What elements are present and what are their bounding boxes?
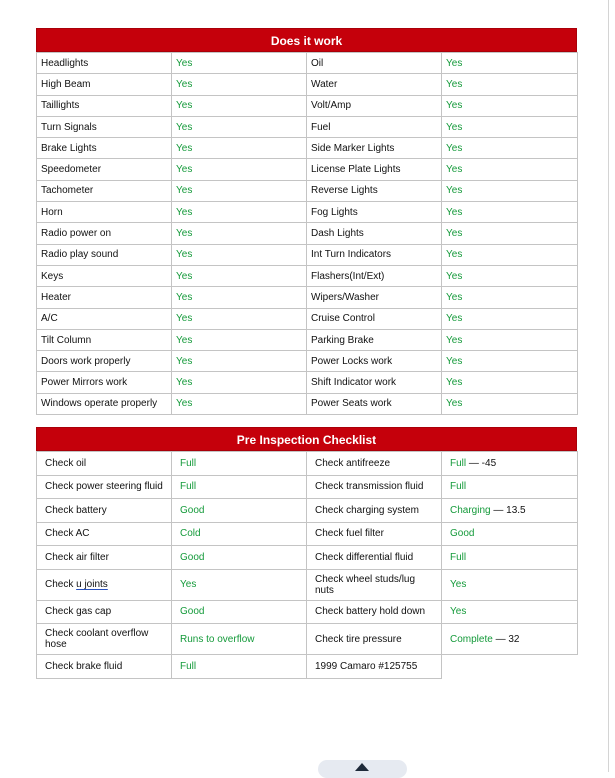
- checklist-item: Check brake fluid: [37, 655, 172, 679]
- checklist-item: Check AC: [37, 522, 172, 546]
- checklist-item: Check charging system: [307, 499, 442, 523]
- table-row: [37, 569, 578, 600]
- checklist-item: Heater: [37, 287, 172, 308]
- value-text: Complete: [450, 633, 493, 645]
- checklist-value: Yes: [172, 180, 307, 201]
- table-row: [37, 287, 578, 308]
- checklist-item: Side Marker Lights: [307, 138, 442, 159]
- checklist-item: Shift Indicator work: [307, 372, 442, 393]
- checklist-item: Headlights: [37, 53, 172, 74]
- checklist-value: Yes: [172, 223, 307, 244]
- checklist-value: Full: [172, 452, 307, 476]
- checklist-value: Yes: [442, 329, 578, 350]
- checklist-item: Volt/Amp: [307, 95, 442, 116]
- table-row: [37, 53, 578, 74]
- checklist-value: Good: [172, 600, 307, 624]
- value-text: Full: [450, 457, 467, 469]
- checklist-value: Yes: [442, 223, 578, 244]
- value-suffix: — 13.5: [490, 504, 526, 516]
- checklist-value: Good: [172, 499, 307, 523]
- pre-inspection-table: [36, 451, 578, 679]
- vehicle-label: 1999 Camaro #125755: [307, 655, 442, 679]
- does-it-work-section: [36, 28, 577, 415]
- checklist-value: Yes: [442, 287, 578, 308]
- table-row: [37, 372, 578, 393]
- checklist-item: Water: [307, 74, 442, 95]
- checklist-value: [442, 499, 578, 523]
- pre-inspection-section: [36, 427, 577, 679]
- table-row: [37, 351, 578, 372]
- checklist-value: Yes: [442, 138, 578, 159]
- section-header-does-it-work: Does it work: [36, 28, 577, 52]
- scroll-to-top-button[interactable]: [318, 760, 407, 778]
- checklist-value: Yes: [172, 569, 307, 600]
- checklist-value: Yes: [442, 351, 578, 372]
- checklist-item: Radio play sound: [37, 244, 172, 265]
- checklist-item: Radio power on: [37, 223, 172, 244]
- checklist-item: Check wheel studs/lug nuts: [307, 569, 442, 600]
- checklist-value: Yes: [172, 372, 307, 393]
- checklist-item: Turn Signals: [37, 116, 172, 137]
- checklist-item: Tilt Column: [37, 329, 172, 350]
- checklist-value: Yes: [172, 244, 307, 265]
- table-row: [37, 452, 578, 476]
- checklist-value: Cold: [172, 522, 307, 546]
- checklist-item: Check fuel filter: [307, 522, 442, 546]
- checklist-item: Dash Lights: [307, 223, 442, 244]
- table-row: [37, 522, 578, 546]
- checklist-item: Int Turn Indicators: [307, 244, 442, 265]
- checklist-item: Doors work properly: [37, 351, 172, 372]
- checklist-item: Power Mirrors work: [37, 372, 172, 393]
- checklist-value: Yes: [442, 180, 578, 201]
- checklist-value: Yes: [442, 600, 578, 624]
- checklist-item: High Beam: [37, 74, 172, 95]
- checklist-value: Yes: [172, 393, 307, 414]
- item-prefix: Check: [45, 579, 77, 590]
- checklist-value: Good: [172, 546, 307, 570]
- checklist-item: Reverse Lights: [307, 180, 442, 201]
- checklist-item: Brake Lights: [37, 138, 172, 159]
- checklist-value: Full: [442, 546, 578, 570]
- checklist-item: Parking Brake: [307, 329, 442, 350]
- table-row: [37, 244, 578, 265]
- checklist-value: [442, 624, 578, 655]
- table-row: [37, 116, 578, 137]
- checklist-item: Check tire pressure: [307, 624, 442, 655]
- table-row: [37, 475, 578, 499]
- checklist-value: Yes: [172, 351, 307, 372]
- checklist-item: Fog Lights: [307, 202, 442, 223]
- checklist-value: Yes: [172, 265, 307, 286]
- checklist-item: Oil: [307, 53, 442, 74]
- checklist-value: Yes: [442, 569, 578, 600]
- checklist-value: Yes: [442, 393, 578, 414]
- checklist-value: Yes: [442, 308, 578, 329]
- value-suffix: — 32: [492, 633, 520, 645]
- table-row: [37, 329, 578, 350]
- checklist-value: Yes: [442, 53, 578, 74]
- checklist-item: Check differential fluid: [307, 546, 442, 570]
- checklist-value: Yes: [172, 138, 307, 159]
- checklist-value: Yes: [442, 372, 578, 393]
- checklist-item: Cruise Control: [307, 308, 442, 329]
- value-text: Charging: [450, 504, 491, 516]
- checklist-value: Yes: [172, 308, 307, 329]
- checklist-item: [37, 569, 172, 600]
- checklist-item: Check oil: [37, 452, 172, 476]
- checklist-value: Yes: [172, 159, 307, 180]
- checklist-item: Check power steering fluid: [37, 475, 172, 499]
- table-row: [37, 223, 578, 244]
- checklist-value: Yes: [442, 265, 578, 286]
- checklist-item: Check battery: [37, 499, 172, 523]
- checklist-item: Keys: [37, 265, 172, 286]
- checklist-item: Taillights: [37, 95, 172, 116]
- checklist-item: Check gas cap: [37, 600, 172, 624]
- table-row: [37, 202, 578, 223]
- empty-cell: [442, 655, 578, 679]
- table-row: [37, 546, 578, 570]
- checklist-item: Windows operate properly: [37, 393, 172, 414]
- table-row: [37, 138, 578, 159]
- checklist-item: Horn: [37, 202, 172, 223]
- checklist-item: Power Seats work: [307, 393, 442, 414]
- table-row: [37, 180, 578, 201]
- table-row: [37, 265, 578, 286]
- checklist-value: Full: [172, 475, 307, 499]
- table-row: [37, 655, 578, 679]
- arrow-up-icon: [355, 763, 369, 771]
- checklist-value: Yes: [172, 74, 307, 95]
- checklist-value: Yes: [442, 116, 578, 137]
- checklist-value: Yes: [172, 329, 307, 350]
- checklist-value: Full: [442, 475, 578, 499]
- checklist-item: Check air filter: [37, 546, 172, 570]
- checklist-value: Runs to overflow: [172, 624, 307, 655]
- checklist-value: Yes: [442, 95, 578, 116]
- checklist-item: Check coolant overflow hose: [37, 624, 172, 655]
- table-row: [37, 499, 578, 523]
- checklist-value: Yes: [442, 74, 578, 95]
- table-row: [37, 624, 578, 655]
- checklist-value: Yes: [172, 202, 307, 223]
- checklist-value: Yes: [172, 95, 307, 116]
- checklist-item: Tachometer: [37, 180, 172, 201]
- checklist-value: Yes: [442, 202, 578, 223]
- section-header-pre-inspection: Pre Inspection Checklist: [36, 427, 577, 451]
- checklist-value: Yes: [172, 53, 307, 74]
- checklist-item: Check battery hold down: [307, 600, 442, 624]
- checklist-value: Yes: [442, 244, 578, 265]
- table-row: [37, 308, 578, 329]
- checklist-item: A/C: [37, 308, 172, 329]
- spellcheck-underlined-text[interactable]: u joints: [76, 579, 108, 590]
- checklist-value: Yes: [172, 116, 307, 137]
- does-it-work-table: [36, 52, 578, 415]
- checklist-item: Check transmission fluid: [307, 475, 442, 499]
- table-row: [37, 74, 578, 95]
- checklist-item: Power Locks work: [307, 351, 442, 372]
- table-row: [37, 95, 578, 116]
- table-row: [37, 600, 578, 624]
- checklist-item: Fuel: [307, 116, 442, 137]
- checklist-value: Yes: [442, 159, 578, 180]
- checklist-value: Full: [172, 655, 307, 679]
- checklist-item: Wipers/Washer: [307, 287, 442, 308]
- value-suffix: — -45: [466, 457, 497, 469]
- checklist-value: [442, 452, 578, 476]
- table-row: [37, 393, 578, 414]
- checklist-item: Check antifreeze: [307, 452, 442, 476]
- checklist-value: Yes: [172, 287, 307, 308]
- table-row: [37, 159, 578, 180]
- checklist-item: Flashers(Int/Ext): [307, 265, 442, 286]
- checklist-item: Speedometer: [37, 159, 172, 180]
- checklist-item: License Plate Lights: [307, 159, 442, 180]
- checklist-value: Good: [442, 522, 578, 546]
